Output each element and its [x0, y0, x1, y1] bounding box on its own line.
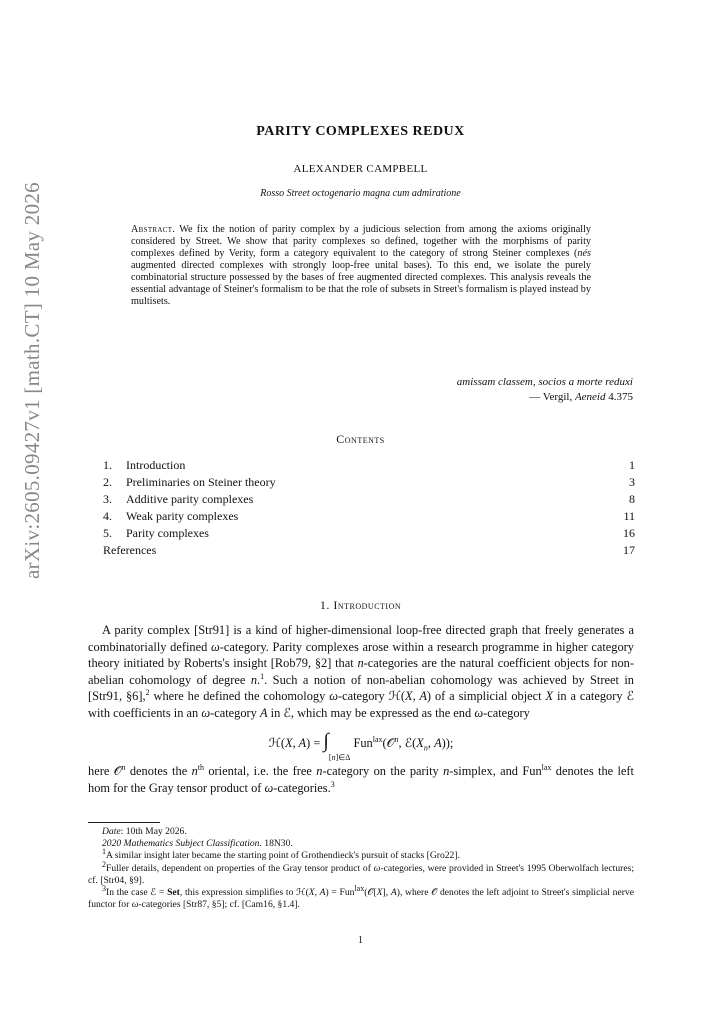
- toc-label: References: [103, 543, 157, 557]
- footnote-3: $^3$In the case ℰ = Set, this expression simplifies to ℋ(X, A) = Fun$^{lax}$(𝒪[X], A), where 𝒪 denotes the left adjoint to Street's simplicial nerve functor for ω-categories [Str87, §5]; cf. [Cam16, §1.4].: [88, 883, 634, 911]
- section-title: Introduction: [333, 598, 402, 612]
- toc-label: Additive parity complexes: [126, 492, 254, 506]
- toc-label: Preliminaries on Steiner theory: [126, 475, 276, 489]
- toc-label: Weak parity complexes: [126, 509, 239, 523]
- footnote-date: Date: 10th May 2026.: [102, 826, 187, 837]
- toc-number: 1.: [103, 458, 112, 472]
- epigraph-attribution: [360, 390, 633, 405]
- toc-entry-references[interactable]: [103, 542, 635, 559]
- toc-page: 3: [629, 475, 635, 489]
- toc-entry[interactable]: [103, 491, 635, 508]
- abstract-text: We fix the notion of parity complex by a judicious selection from among the axioms originally considered by Street. We show that parity complexes so defined, together with the morphisms of parity complexes defined by Verity, form a category equivalent to the category of strong Steiner complexes (: [131, 224, 591, 259]
- abstract-text-cont: augmented directed complexes with strongly loop-free unital bases). To this end, we isolate the purely combinatorial structure possessed by the bases of free augmented directed complexes. This analysis reveals the essential advantage of Steiner's formalism to be that the role of subsets in Street's formalism is played instead by multisets.: [131, 260, 591, 307]
- section-number: 1.: [319, 598, 330, 612]
- attribution-work: Aeneid: [574, 391, 606, 403]
- arxiv-identifier: arXiv:2605.09427v1 [math.CT] 10 May 2026: [19, 181, 44, 579]
- toc-page: 8: [629, 492, 635, 506]
- paragraph: A parity complex [Str91] is a kind of higher-dimensional loop-free directed graph that freely generates a combinatorially defined ω-category. Parity complexes arose within a research programme in higher category theory initiated by Roberts's insight [Rob79, §2] that n-categories are the natural coefficient objects for non-abelian cohomology of degree n.$^1$. Such a notion of non-abelian cohomology was achieved by Street in [Str91, §6],$^2$ where he defined the cohomology ω-category ℋ(X, A) of a simplicial object X in a category ℰ with coefficients in an ω-category A in ℰ, which may be expressed as the end ω-category: [88, 623, 634, 720]
- toc-page: 16: [623, 526, 635, 540]
- epigraph: [360, 375, 633, 405]
- abstract-label: Abstract.: [131, 224, 176, 235]
- table-of-contents: [103, 457, 635, 559]
- toc-number: 2.: [103, 475, 112, 489]
- toc-label: Parity complexes: [126, 526, 209, 540]
- footnote-msc: 2020 Mathematics Subject Classification. 18N30.: [102, 838, 293, 850]
- epigraph-quote: amissam classem, socios a morte reduxi: [456, 376, 633, 388]
- footnote-1: $^1$A similar insight later became the starting point of Grothendieck's pursuit of stacks [Gro22].: [102, 847, 460, 862]
- footnote-divider: [88, 822, 160, 823]
- footnote-2: $^2$Fuller details, dependent on properties of the Gray tensor product of ω-categories, were provided in Street's 1995 Oberwolfach lectures; cf. [Str04, §9].: [88, 859, 634, 886]
- toc-entry[interactable]: [103, 457, 635, 474]
- toc-entry[interactable]: [103, 525, 635, 542]
- toc-page: 1: [629, 458, 635, 472]
- toc-page: 11: [623, 509, 635, 523]
- paper-title: PARITY COMPLEXES REDUX: [256, 124, 465, 139]
- toc-entry[interactable]: [103, 508, 635, 525]
- abstract-italic-nes: nés: [577, 248, 591, 259]
- dedication: Rosso Street octogenario magna cum admiratione: [260, 188, 461, 199]
- attribution-ref: 4.375: [605, 391, 633, 403]
- author-name: ALEXANDER CAMPBELL: [293, 163, 428, 175]
- toc-number: 3.: [103, 492, 112, 506]
- toc-page: 17: [623, 543, 635, 557]
- display-equation: ℋ(X, $A) = \int_{[n]\in\Delta}$ Fun$^{lax}$(𝒪$^n$, $ℰ(X_n$, A));: [268, 730, 454, 763]
- toc-number: 5.: [103, 526, 112, 540]
- page-number: 1: [358, 935, 363, 946]
- abstract: [131, 224, 591, 308]
- paragraph: here 𝒪$^n$ denotes the $n^{th}$ oriental, i.e. the free n-category on the parity n-simplex, and Fun$^{lax}$ denotes the left hom for the Gray tensor product of ω-categories.$^3$: [88, 762, 635, 795]
- toc-label: Introduction: [126, 458, 186, 472]
- attribution-author: — Vergil,: [529, 391, 575, 403]
- toc-number: 4.: [103, 509, 112, 523]
- section-heading: [0, 598, 721, 613]
- body-text: [88, 622, 634, 796]
- contents-heading: Contents: [336, 432, 385, 446]
- footnotes: [88, 826, 634, 911]
- toc-entry[interactable]: [103, 474, 635, 491]
